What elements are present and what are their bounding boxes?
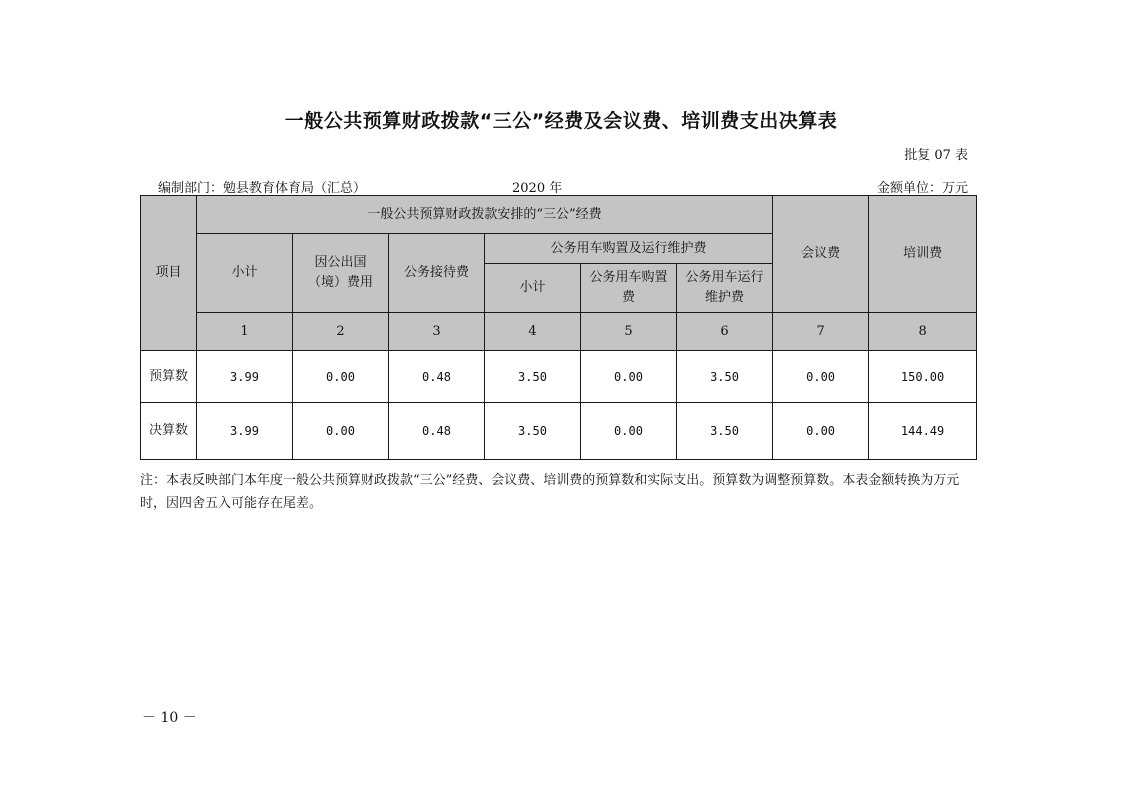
table-cell: 0.00: [773, 403, 869, 460]
header-item: 项目: [141, 196, 197, 351]
header-reception-fee: 公务接待费: [389, 234, 485, 313]
table-cell: 0.48: [389, 351, 485, 403]
column-index: 5: [581, 313, 677, 351]
header-three-public-group: 一般公共预算财政拨款安排的“三公”经费: [197, 196, 773, 234]
table-cell: 3.50: [677, 351, 773, 403]
table-cell: 0.00: [773, 351, 869, 403]
table-cell: 0.00: [293, 351, 389, 403]
column-index: 6: [677, 313, 773, 351]
page-number: － 10 －: [142, 710, 197, 726]
table-cell: 0.00: [581, 403, 677, 460]
column-index: 4: [485, 313, 581, 351]
column-index: 1: [197, 313, 293, 351]
table-cell: 3.50: [485, 351, 581, 403]
row-label-budget: 预算数: [141, 351, 197, 403]
table-cell: 3.99: [197, 351, 293, 403]
column-index: 7: [773, 313, 869, 351]
header-abroad-fee: 因公出国（境）费用: [293, 234, 389, 313]
page-title: 一般公共预算财政拨款“三公”经费及会议费、培训费支出决算表: [284, 110, 838, 132]
table-row: [141, 403, 977, 460]
column-index: 3: [389, 313, 485, 351]
row-label-final: 决算数: [141, 403, 197, 460]
table-cell: 0.48: [389, 403, 485, 460]
column-index: 8: [869, 313, 977, 351]
header-vehicle-purchase: 公务用车购置费: [581, 264, 677, 313]
table-note: 注：本表反映部门本年度一般公共预算财政拨款“三公”经费、会议费、培训费的预算数和实际支出。预算数为调整预算数。本表金额转换为万元时，因四舍五入可能存在尾差。: [140, 473, 960, 511]
form-number: 批复 07 表: [904, 148, 968, 163]
table-cell: 144.49: [869, 403, 977, 460]
table-cell: 3.99: [197, 403, 293, 460]
table-cell: 3.50: [485, 403, 581, 460]
header-vehicle-subtotal: 小计: [485, 264, 581, 313]
expenditure-table: [140, 195, 977, 460]
table-cell: 150.00: [869, 351, 977, 403]
table-cell: 0.00: [293, 403, 389, 460]
header-vehicle-group: 公务用车购置及运行维护费: [485, 234, 773, 264]
header-meeting-fee: 会议费: [773, 196, 869, 313]
table-cell: 0.00: [581, 351, 677, 403]
report-year: 2020 年: [512, 181, 563, 196]
amount-unit: 金额单位：万元: [876, 181, 968, 196]
header-training-fee: 培训费: [869, 196, 977, 313]
table-row: [141, 351, 977, 403]
header-vehicle-running: 公务用车运行维护费: [677, 264, 773, 313]
column-index: 2: [293, 313, 389, 351]
compiling-unit: 编制部门：勉县教育体育局（汇总）: [158, 181, 367, 196]
table-cell: 3.50: [677, 403, 773, 460]
header-subtotal: 小计: [197, 234, 293, 313]
